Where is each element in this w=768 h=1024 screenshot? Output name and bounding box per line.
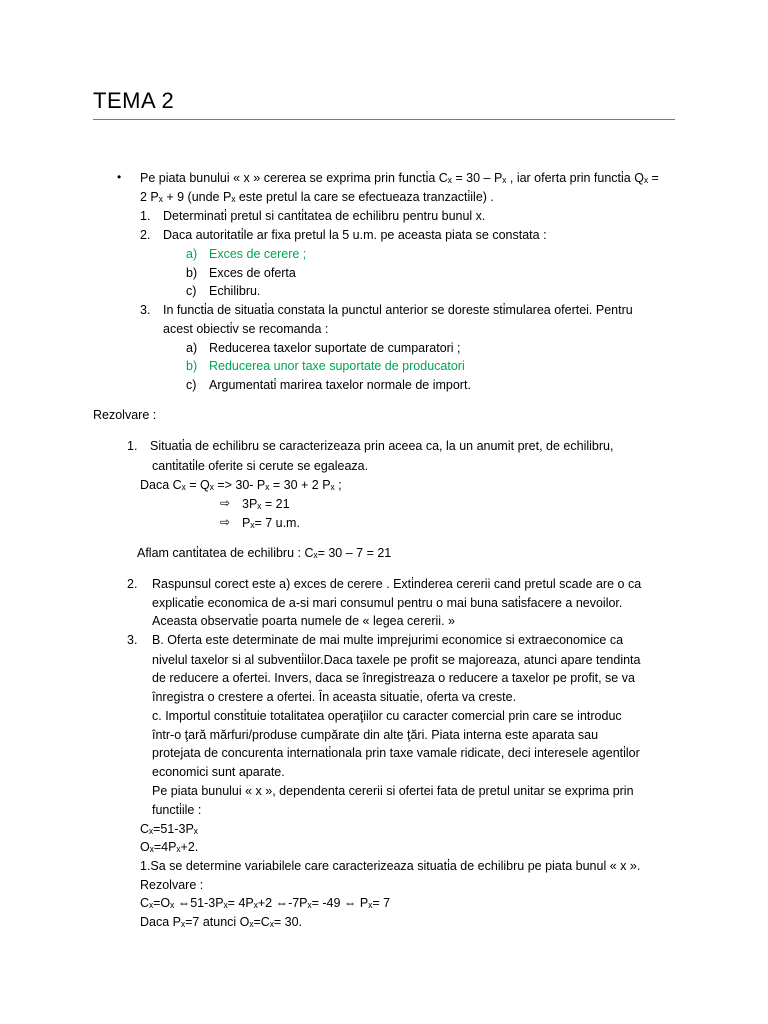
answer-2-number: 2.	[127, 577, 138, 591]
answer-3-line-9: Pe piata bunului « x », dependenta cererii si ofertei fata de pretul unitar se exprima prin	[152, 784, 634, 798]
option-2c-text: Echilibru.	[209, 284, 261, 298]
answer-3-line-6: într-o ţară mărfuri/produse cumpărate din alte ţări. Piata interna este aparata sau	[152, 728, 599, 742]
implies-arrow-icon: ⇨	[220, 515, 231, 529]
answer-1-equation-1: Daca Cₓ = Qₓ => 30- Pₓ = 30 + 2 Pₓ ;	[140, 478, 342, 492]
answer-1-equation-3: Pₓ= 7 u.m.	[242, 516, 300, 530]
exercise-solution-line-2: Daca Pₓ=7 atunci Oₓ=Cₓ= 30.	[140, 915, 303, 929]
solution-heading: Rezolvare :	[93, 408, 157, 422]
title-underline	[93, 119, 675, 120]
bullet-symbol: •	[117, 170, 122, 184]
answer-2-line-3: Aceasta observati̇e poarta numele de « legea cererii. »	[152, 614, 455, 628]
answer-2-line-2: explicati̇e economica de a-si mari consumul pentru o mai buna sati̇sfacere a nevoilor.	[152, 596, 623, 610]
answer-3-line-5: c. Importul consti̇tuie totalitatea operaţiilor cu caracter comercial prin care se introduc	[152, 709, 622, 723]
answer-3-line-3: de reducere a ofertei. Invers, daca se înregistreaza o reducere a taxelor pe profit, se va	[152, 671, 635, 685]
question-3-text-line-1: In functi̇a de situati̇a constata la punctul anterior se doreste sti̇mularea ofertei. Pentru	[163, 303, 633, 317]
question-2-text: Daca autoritati̇le ar fixa pretul la 5 u.m. pe aceasta piata se constata :	[163, 228, 547, 242]
answer-1-quantity: Aflam canti̇tatea de echilibru : Cₓ= 30 – 7 = 21	[137, 546, 392, 560]
page-title: TEMA 2	[93, 88, 175, 113]
option-2b-label: b)	[186, 266, 198, 280]
question-1-number: 1.	[140, 209, 151, 223]
answer-1-number: 1.	[127, 439, 138, 453]
answer-2-line-1: Raspunsul corect este a) exces de cerere . Exti̇nderea cererii cand pretul scade are o ca	[152, 577, 642, 591]
exercise-equation-demand: Cₓ=51-3Pₓ	[140, 822, 198, 836]
question-intro-line-1: Pe piata bunului « x » cererea se exprima prin functi̇a Cₓ = 30 – Pₓ , iar oferta prin functi̇a Qₓ =	[140, 171, 659, 185]
question-3-number: 3.	[140, 303, 151, 317]
option-3c-label: c)	[186, 378, 197, 392]
answer-3-line-4: înregistra o crestere a ofertei. În aceasta situati̇e, oferta va creste.	[152, 690, 517, 704]
answer-1-line-1: Situati̇a de echilibru se caracterizeaza prin aceea ca, la un anumit pret, de echilibru,	[150, 439, 614, 453]
option-2a-text: Exces de cerere ;	[209, 247, 307, 261]
option-3a-text: Reducerea taxelor suportate de cumparatori ;	[209, 341, 461, 355]
question-3-text-line-2: acest obiecti̇v se recomanda :	[163, 322, 329, 336]
implies-arrow-icon: ⇨	[220, 496, 231, 510]
option-2c-label: c)	[186, 284, 197, 298]
exercise-question: 1.Sa se determine variabilele care caracterizeaza situati̇a de echilibru pe piata bunul « x ».	[140, 859, 641, 873]
answer-1-line-2: canti̇tati̇le oferite si cerute se egaleaza.	[152, 459, 369, 473]
answer-3-line-1: B. Oferta este determinate de mai multe imprejurimi economice si extraeconomice ca	[152, 633, 624, 647]
question-2-number: 2.	[140, 228, 151, 242]
option-3b-text: Reducerea unor taxe suportate de producatori	[209, 359, 465, 373]
answer-3-line-2: nivelul taxelor si al subventi̇ilor.Daca taxele pe profit se majoreaza, atunci apare tendinta	[152, 653, 641, 667]
exercise-equation-supply: Oₓ=4Pₓ+2.	[140, 840, 199, 854]
exercise-solution-heading: Rezolvare :	[140, 878, 204, 892]
question-1-text: Determinati̇ pretul si canti̇tatea de echilibru pentru bunul x.	[163, 209, 486, 223]
answer-3-line-10: functi̇ile :	[152, 803, 202, 817]
option-3a-label: a)	[186, 341, 198, 355]
option-2b-text: Exces de oferta	[209, 266, 296, 280]
option-2a-label: a)	[186, 247, 198, 261]
option-3b-label: b)	[186, 359, 198, 373]
exercise-solution-line-1: Cₓ=Oₓ ⇔51-3Pₓ= 4Pₓ+2 ⇔-7Pₓ= -49 ⇔ Pₓ= 7	[140, 896, 391, 910]
answer-3-line-8: economici sunt aparate.	[152, 765, 285, 779]
answer-3-line-7: protejata de concurenta internati̇onala prin taxe vamale ridicate, deci interesele agenti̇lor	[152, 746, 640, 760]
option-3c-text: Argumentati̇ marirea taxelor normale de import.	[209, 378, 471, 392]
question-intro-line-2: 2 Pₓ + 9 (unde Pₓ este pretul la care se efectueaza tranzacti̇ile) .	[140, 190, 494, 204]
answer-1-equation-2: 3Pₓ = 21	[242, 497, 290, 511]
answer-3-number: 3.	[127, 633, 138, 647]
